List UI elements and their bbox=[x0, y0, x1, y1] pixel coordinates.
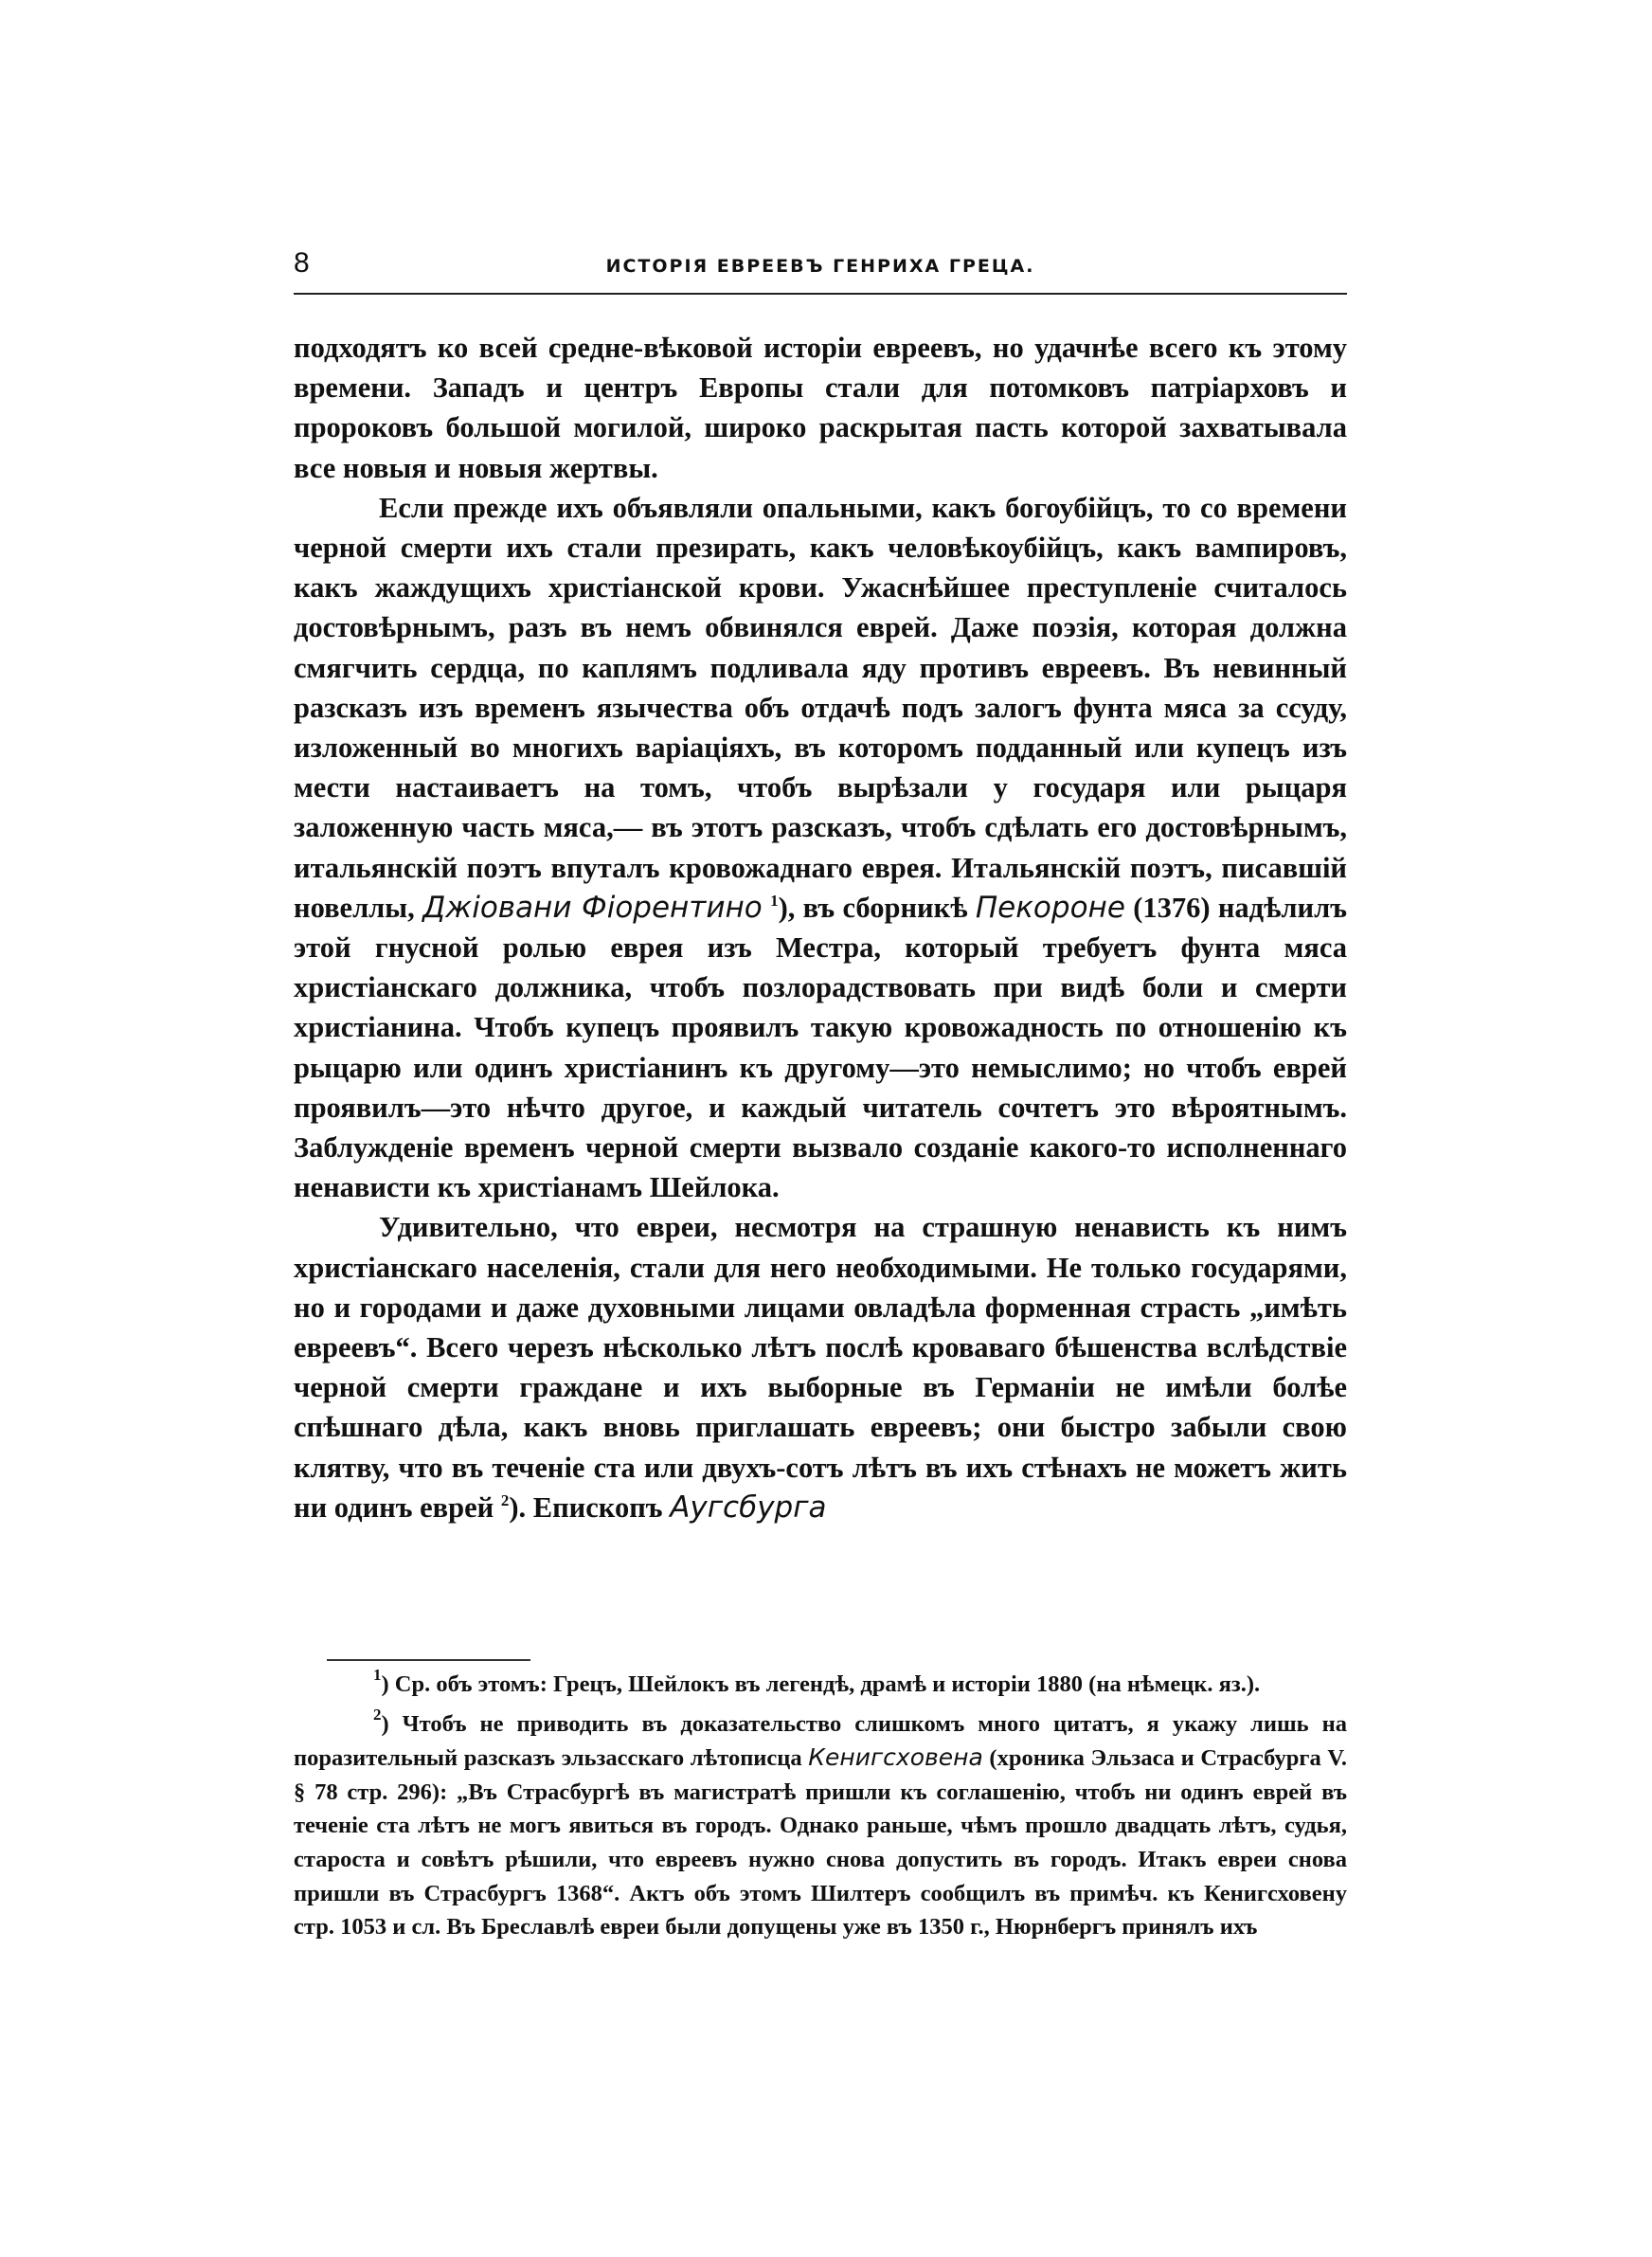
book-title-pecorone: Пекороне bbox=[975, 890, 1125, 925]
page-header bbox=[294, 244, 1347, 288]
place-name-augsburg: Аугсбурга bbox=[670, 1490, 827, 1525]
chronicler-name: Кенигсховена bbox=[808, 1743, 983, 1772]
paragraph-3-text-b: ). Епископъ bbox=[509, 1490, 663, 1524]
paragraph-2-text-a: Если прежде ихъ объявляли опальными, какъ богоубійцъ, то со времени черной смерти ихъ стали презирать, какъ человѣкоубійцъ, какъ вампировъ, какъ жаждущихъ христіанской крови. Ужаснѣйшее преступленіе считалось достовѣрнымъ, разъ въ немъ обвинялся еврей. Даже поэзія, которая должна смягчить сердца, по каплямъ подливала яду противъ евреевъ. Въ невинный разсказъ изъ временъ язычества объ отдачѣ подъ залогъ фунта мяса за ссуду, изложенный во многихъ варіаціяхъ, въ которомъ подданный или купецъ изъ мести настаиваетъ на томъ, чтобъ вырѣзали у государя или рыцаря заложенную часть мяса,— въ этотъ разсказъ, чтобъ сдѣлать его достовѣрнымъ, итальянскій поэтъ впуталъ кровожаднаго еврея. Итальянскій поэтъ, писавшій новеллы, bbox=[294, 491, 1347, 924]
footnote-ref-2: 2 bbox=[500, 1490, 510, 1509]
paragraph-2-text-c: (1376) надѣлилъ этой гнусной ролью еврея изъ Местра, который требуетъ фунта мяса христіанскаго должника, чтобъ позлорадствовать при видѣ боли и смерти христіанина. Чтобъ купецъ проявилъ такую кровожадность по отношенію къ рыцарю или одинъ христіанинъ къ другому—это немыслимо; но чтобъ еврей проявилъ—это нѣчто другое, и каждый читатель сочтетъ это вѣроятнымъ. Заблужденіе временъ черной смерти вызвало созданіе какого-то исполненнаго ненависти къ христіанамъ Шейлока. bbox=[294, 891, 1347, 1204]
author-name-fiorentino: Джіовани Фіорентино bbox=[422, 890, 763, 925]
paragraph-2 bbox=[294, 488, 1347, 1208]
paragraph-1: подходятъ ко всей средне-вѣковой исторіи евреевъ, но удачнѣе всего къ этому времени. Западъ и центръ Европы стали для потомковъ патріарховъ и пророковъ большой могилой, широко раскрытая пасть которой захватывала все новыя и новыя жертвы. bbox=[294, 332, 1347, 484]
footnote-ref-1: 1 bbox=[770, 891, 779, 910]
paragraph-2-text-b: ), въ сборникѣ bbox=[778, 891, 968, 924]
header-rule bbox=[294, 293, 1347, 295]
paragraph-3-text-a: Удивительно, что евреи, несмотря на страшную ненависть къ нимъ христіанскаго населенія, стали для него необходимыми. Не только государями, но и городами и даже духовными лицами овладѣла форменная страсть „имѣть евреевъ“. Всего черезъ нѣсколько лѣтъ послѣ кроваваго бѣшенства вслѣдствіе черной смерти граждане и ихъ выборные въ Германіи не имѣли болѣе спѣшнаго дѣла, какъ вновь приглашать евреевъ; они быстро забыли свою клятву, что въ теченіе ста или двухъ-сотъ лѣтъ въ ихъ стѣнахъ не можетъ жить ни одинъ еврей bbox=[294, 1211, 1347, 1524]
footnote-2-mark: 2 bbox=[373, 1705, 382, 1724]
paragraph-3 bbox=[294, 1207, 1347, 1527]
footnote-1-mark: 1 bbox=[373, 1666, 382, 1684]
footnotes bbox=[294, 1668, 1347, 1950]
footnote-1-text: ) Ср. объ этомъ: Грецъ, Шейлокъ въ легендѣ, драмѣ и исторіи 1880 (на нѣмецк. яз.). bbox=[381, 1671, 1261, 1697]
footnote-2-text-a: ) Чтобъ не приводить въ доказательство слишкомъ много цитатъ, я укажу лишь на поразительный разсказъ эльзасскаго лѣтописца bbox=[294, 1710, 1347, 1772]
footnote-1 bbox=[294, 1668, 1347, 1702]
page-number: 8 bbox=[294, 247, 310, 279]
footnote-2 bbox=[294, 1707, 1347, 1944]
running-title: ИСТОРІЯ ЕВРЕЕВЪ ГЕНРИХА ГРЕЦА. bbox=[605, 256, 1035, 277]
footnote-rule bbox=[327, 1659, 530, 1661]
main-text bbox=[294, 328, 1347, 1527]
footnote-2-text-b: (хроника Эльзаса и Страсбурга V. § 78 стр. 296): „Въ Страсбургѣ въ магистратѣ пришли къ соглашенію, чтобъ ни одинъ еврей въ теченіе ста лѣтъ не могъ явиться въ городъ. Однако раньше, чѣмъ прошло двадцать лѣтъ, судья, староста и совѣтъ рѣшили, что евреевъ нужно снова допустить въ городъ. Итакъ евреи снова пришли въ Страсбургъ 1368“. Актъ объ этомъ Шилтеръ сообщилъ въ примѣч. къ Кенигсховену стр. 1053 и сл. Въ Бреславлѣ евреи были допущены уже въ 1350 г., Нюрнбергъ принялъ ихъ bbox=[294, 1745, 1348, 1941]
